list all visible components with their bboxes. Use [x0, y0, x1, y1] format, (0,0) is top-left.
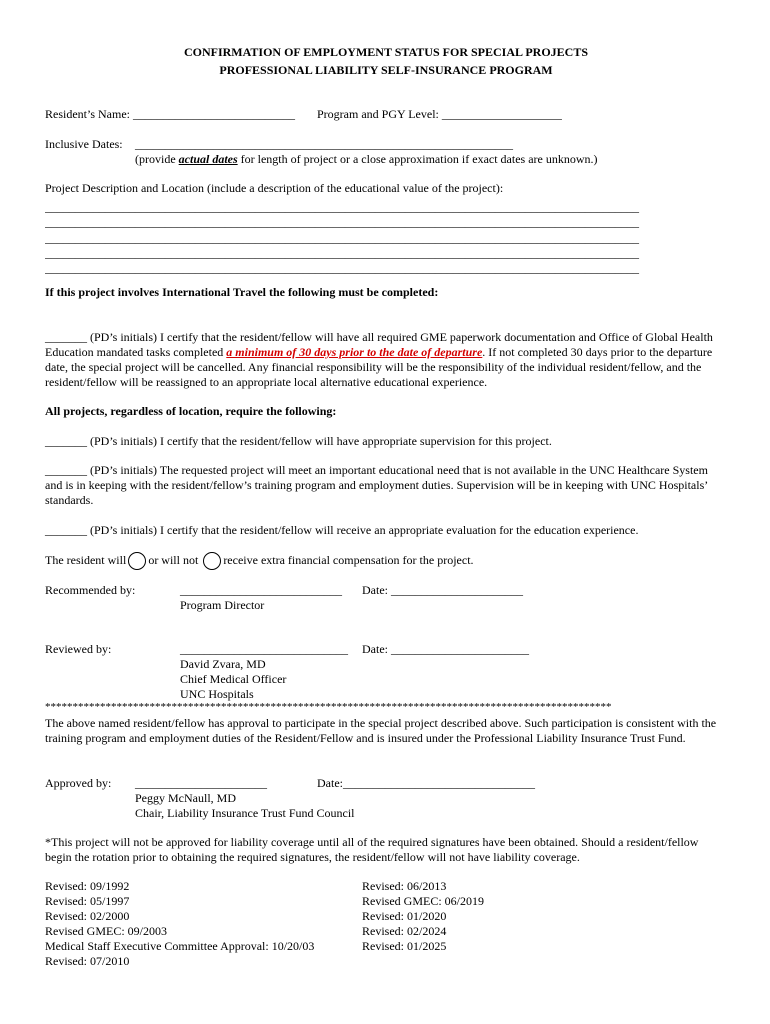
revision-entry: Revised: 01/2025: [362, 939, 447, 953]
description-line-3[interactable]: ___________________________________________________________________________________________________: [45, 231, 639, 245]
revision-entry: Revised: 05/1997: [45, 894, 130, 908]
revision-entry: Revised: 09/1992: [45, 879, 130, 893]
compensation-text: receive extra financial compensation for the project.: [223, 552, 474, 567]
reviewer-organization: UNC Hospitals: [180, 687, 254, 701]
resident-name-field[interactable]: Resident’s Name: ___________________________: [45, 107, 295, 121]
all-projects-heading: All projects, regardless of location, require the following:: [45, 404, 337, 418]
reviewed-date-field[interactable]: Date: _______________________: [362, 642, 529, 656]
program-pgy-field[interactable]: Program and PGY Level: ____________________: [317, 107, 562, 121]
international-travel-heading: If this project involves International Travel the following must be completed:: [45, 285, 439, 299]
dates-note-text-end: for length of project or a close approximation if exact dates are unknown.): [237, 152, 598, 166]
revision-entry: Medical Staff Executive Committee Approval: 10/20/03: [45, 939, 315, 953]
inclusive-dates-label: Inclusive Dates:: [45, 137, 123, 151]
intl-deadline-highlight: a minimum of 30 days prior to the date of departure: [226, 345, 483, 359]
revision-entry: Revised: 02/2000: [45, 909, 130, 923]
revision-entry: Revised: 02/2024: [362, 924, 447, 938]
reviewed-by-label: Reviewed by:: [45, 642, 112, 656]
section-divider: *******************************************************************************************************: [45, 701, 612, 713]
dates-note-emphasis: actual dates: [178, 152, 238, 166]
compensation-line: [45, 552, 474, 570]
approved-date-field[interactable]: Date:________________________________: [317, 776, 535, 790]
educational-need-certification: _______ (PD’s initials) The requested project will meet an important educational need that is not available in the UNC Healthcare System and is in keeping with the resident/fellow’s training program and employment duties. Supervision will be in keeping with UNC Hospitals’ standards.: [45, 463, 708, 507]
revision-entry: Revised GMEC: 06/2019: [362, 894, 484, 908]
revision-entry: Revised: 01/2020: [362, 909, 447, 923]
supervision-certification: _______ (PD’s initials) I certify that the resident/fellow will have appropriate supervision for this project.: [45, 434, 552, 448]
revision-entry: Revised GMEC: 09/2003: [45, 924, 167, 938]
approved-by-label: Approved by:: [45, 776, 112, 790]
document-subtitle: PROFESSIONAL LIABILITY SELF-INSURANCE PROGRAM: [219, 63, 553, 77]
revision-history-left: [45, 879, 314, 969]
approved-signature-field[interactable]: ______________________: [135, 776, 267, 790]
recommended-signature-field[interactable]: ___________________________: [180, 583, 342, 597]
will-not-text: or will not: [148, 552, 199, 567]
inclusive-dates-note: [135, 152, 598, 167]
approval-statement: The above named resident/fellow has approval to participate in the special project described above. Such participation is consistent with the training program and employment duties of the Resident/Fellow and is insured under the Professional Liability Insurance Trust Fund.: [45, 716, 717, 745]
document-title: CONFIRMATION OF EMPLOYMENT STATUS FOR SPECIAL PROJECTS: [183, 45, 589, 59]
project-description-label: Project Description and Location (include a description of the educational value of the project):: [45, 181, 504, 195]
program-director-title: Program Director: [180, 598, 265, 612]
will-text: The resident will: [45, 552, 127, 567]
intl-text: _______ (PD’s initials) I certify that the resident/fellow will have all required GME paperwork documentation and Office of Global Health Education mandated tasks completed: [45, 330, 713, 359]
will-receive-radio[interactable]: [128, 552, 146, 570]
revision-entry: Revised: 06/2013: [362, 879, 447, 893]
reviewer-name: David Zvara, MD: [180, 657, 266, 671]
intl-text-end: . If not completed 30 days prior to the departure date, the special project will be cancelled. Any financial responsibility will be the responsibility of the individual resident/fellow, and the resident/fellow will be reassigned to an appropriate local alternative educational experience.: [45, 345, 713, 389]
description-line-2[interactable]: ___________________________________________________________________________________________________: [45, 215, 639, 229]
revision-entry: Revised: 07/2010: [45, 954, 130, 968]
description-line-4[interactable]: ___________________________________________________________________________________________________: [45, 246, 639, 260]
inclusive-dates-field[interactable]: _______________________________________________________________: [135, 137, 513, 151]
reviewed-signature-field[interactable]: ____________________________: [180, 642, 348, 656]
coverage-note: *This project will not be approved for liability coverage until all of the required signatures have been obtained. Should a resident/fellow begin the rotation prior to obtaining the required signatures, the resident/fellow will not have liability coverage.: [45, 835, 699, 864]
description-line-1[interactable]: ___________________________________________________________________________________________________: [45, 200, 639, 214]
recommended-date-field[interactable]: Date: ______________________: [362, 583, 523, 597]
description-line-5[interactable]: ___________________________________________________________________________________________________: [45, 261, 639, 275]
recommended-by-label: Recommended by:: [45, 583, 136, 597]
will-not-receive-radio[interactable]: [203, 552, 221, 570]
revision-history-right: [362, 879, 484, 954]
international-certification-paragraph: [45, 330, 727, 390]
approver-title: Chair, Liability Insurance Trust Fund Council: [135, 806, 355, 820]
evaluation-certification: _______ (PD’s initials) I certify that the resident/fellow will receive an appropriate evaluation for the education experience.: [45, 523, 639, 537]
dates-note-text: (provide: [135, 152, 179, 166]
reviewer-title: Chief Medical Officer: [180, 672, 287, 686]
approver-name: Peggy McNaull, MD: [135, 791, 236, 805]
